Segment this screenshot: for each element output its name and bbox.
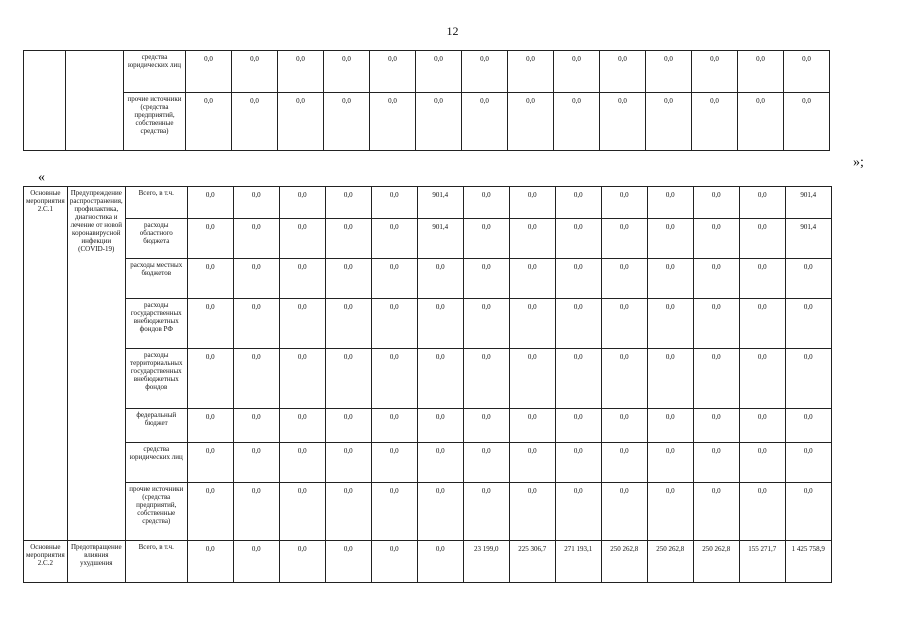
name-cell <box>66 51 124 151</box>
value-cell: 0,0 <box>371 541 417 583</box>
value-cell: 0,0 <box>233 443 279 483</box>
value-cell: 0,0 <box>325 409 371 443</box>
value-cell: 0,0 <box>463 443 509 483</box>
value-cell: 0,0 <box>647 483 693 541</box>
value-cell: 0,0 <box>278 93 324 151</box>
value-cell: 0,0 <box>739 259 785 299</box>
value-cell: 0,0 <box>555 409 601 443</box>
budget-table-new <box>23 186 832 583</box>
value-cell: 0,0 <box>784 93 830 151</box>
value-cell: 0,0 <box>186 51 232 93</box>
value-cell: 0,0 <box>693 299 739 349</box>
value-cell: 0,0 <box>647 299 693 349</box>
value-cell: 0,0 <box>187 259 233 299</box>
value-cell: 0,0 <box>739 443 785 483</box>
value-cell: 0,0 <box>509 443 555 483</box>
value-cell: 0,0 <box>278 51 324 93</box>
value-cell: 901,4 <box>785 219 831 259</box>
value-cell: 0,0 <box>739 219 785 259</box>
value-cell: 0,0 <box>416 93 462 151</box>
value-cell: 0,0 <box>601 259 647 299</box>
value-cell: 0,0 <box>555 483 601 541</box>
value-cell: 0,0 <box>554 51 600 93</box>
funding-source-cell: Всего, в т.ч. <box>125 541 187 583</box>
value-cell: 0,0 <box>371 483 417 541</box>
name-cell: Предотвращение влияния ухудшения <box>67 541 125 583</box>
value-cell: 0,0 <box>279 541 325 583</box>
value-cell: 0,0 <box>233 187 279 219</box>
value-cell: 0,0 <box>417 483 463 541</box>
value-cell: 0,0 <box>601 443 647 483</box>
value-cell: 0,0 <box>325 219 371 259</box>
value-cell: 0,0 <box>508 51 554 93</box>
value-cell: 0,0 <box>647 259 693 299</box>
value-cell: 0,0 <box>232 51 278 93</box>
status-cell <box>24 51 66 151</box>
value-cell: 0,0 <box>233 259 279 299</box>
value-cell: 0,0 <box>739 409 785 443</box>
value-cell: 0,0 <box>325 349 371 409</box>
value-cell: 0,0 <box>785 349 831 409</box>
value-cell: 0,0 <box>417 299 463 349</box>
value-cell: 0,0 <box>739 187 785 219</box>
value-cell: 0,0 <box>509 299 555 349</box>
value-cell: 0,0 <box>417 443 463 483</box>
value-cell: 0,0 <box>417 541 463 583</box>
value-cell: 0,0 <box>555 299 601 349</box>
value-cell: 0,0 <box>600 93 646 151</box>
value-cell: 0,0 <box>555 187 601 219</box>
funding-source-cell: средства юридических лиц <box>124 51 186 93</box>
table-row <box>24 443 832 483</box>
value-cell: 0,0 <box>232 93 278 151</box>
value-cell: 0,0 <box>371 299 417 349</box>
table-row <box>24 93 830 151</box>
value-cell: 0,0 <box>693 409 739 443</box>
value-cell: 0,0 <box>508 93 554 151</box>
value-cell: 0,0 <box>233 349 279 409</box>
value-cell: 0,0 <box>509 409 555 443</box>
value-cell: 0,0 <box>417 409 463 443</box>
value-cell: 0,0 <box>693 483 739 541</box>
value-cell: 0,0 <box>279 259 325 299</box>
value-cell: 0,0 <box>739 299 785 349</box>
value-cell: 0,0 <box>463 187 509 219</box>
funding-source-cell: средства юридических лиц <box>125 443 187 483</box>
table-row <box>24 219 832 259</box>
budget-table-continuation <box>23 50 830 151</box>
value-cell: 0,0 <box>785 483 831 541</box>
value-cell: 0,0 <box>601 483 647 541</box>
value-cell: 0,0 <box>279 299 325 349</box>
funding-source-cell: расходы территориальных государственных внебюджетных фондов <box>125 349 187 409</box>
value-cell: 0,0 <box>370 51 416 93</box>
value-cell: 0,0 <box>417 349 463 409</box>
value-cell: 0,0 <box>555 219 601 259</box>
value-cell: 250 262,8 <box>647 541 693 583</box>
value-cell: 0,0 <box>739 349 785 409</box>
funding-source-cell: расходы государственных внебюджетных фондов РФ <box>125 299 187 349</box>
table-row <box>24 187 832 219</box>
value-cell: 0,0 <box>463 483 509 541</box>
value-cell: 1 425 758,9 <box>785 541 831 583</box>
value-cell: 0,0 <box>692 51 738 93</box>
table-row <box>24 349 832 409</box>
status-cell: Основные мероприятия 2.С.1 <box>24 187 68 541</box>
table-row <box>24 259 832 299</box>
status-cell: Основные мероприятия 2.С.2 <box>24 541 68 583</box>
value-cell: 0,0 <box>325 187 371 219</box>
value-cell: 0,0 <box>509 187 555 219</box>
value-cell: 0,0 <box>324 51 370 93</box>
table-row <box>24 483 832 541</box>
value-cell: 0,0 <box>509 483 555 541</box>
value-cell: 0,0 <box>693 259 739 299</box>
value-cell: 0,0 <box>693 443 739 483</box>
value-cell: 0,0 <box>370 93 416 151</box>
value-cell: 0,0 <box>187 443 233 483</box>
value-cell: 0,0 <box>324 93 370 151</box>
value-cell: 0,0 <box>463 349 509 409</box>
funding-source-cell: прочие источники (средства предприятий, собственные средства) <box>125 483 187 541</box>
name-cell: Предупреждение распространения, профилактика, диагностика и лечение от новой коронавирусной инфекции (COVID-19) <box>67 187 125 541</box>
value-cell: 0,0 <box>601 219 647 259</box>
value-cell: 0,0 <box>233 299 279 349</box>
value-cell: 0,0 <box>279 409 325 443</box>
value-cell: 0,0 <box>509 349 555 409</box>
value-cell: 0,0 <box>601 299 647 349</box>
value-cell: 0,0 <box>554 93 600 151</box>
opening-quote: « <box>38 170 45 185</box>
value-cell: 0,0 <box>693 219 739 259</box>
value-cell: 0,0 <box>785 409 831 443</box>
value-cell: 271 193,1 <box>555 541 601 583</box>
value-cell: 0,0 <box>785 299 831 349</box>
value-cell: 0,0 <box>187 483 233 541</box>
value-cell: 250 262,8 <box>693 541 739 583</box>
value-cell: 155 271,7 <box>739 541 785 583</box>
value-cell: 0,0 <box>601 349 647 409</box>
value-cell: 0,0 <box>371 349 417 409</box>
value-cell: 0,0 <box>325 259 371 299</box>
value-cell: 0,0 <box>279 483 325 541</box>
value-cell: 0,0 <box>186 93 232 151</box>
value-cell: 0,0 <box>647 349 693 409</box>
value-cell: 0,0 <box>784 51 830 93</box>
value-cell: 225 306,7 <box>509 541 555 583</box>
value-cell: 0,0 <box>738 51 784 93</box>
value-cell: 250 262,8 <box>601 541 647 583</box>
closing-quote: »; <box>853 155 864 170</box>
value-cell: 0,0 <box>462 93 508 151</box>
value-cell: 0,0 <box>785 443 831 483</box>
value-cell: 0,0 <box>417 259 463 299</box>
value-cell: 0,0 <box>233 483 279 541</box>
value-cell: 0,0 <box>739 483 785 541</box>
value-cell: 0,0 <box>233 219 279 259</box>
value-cell: 0,0 <box>371 409 417 443</box>
value-cell: 0,0 <box>371 219 417 259</box>
value-cell: 23 199,0 <box>463 541 509 583</box>
value-cell: 0,0 <box>187 541 233 583</box>
value-cell: 0,0 <box>555 443 601 483</box>
value-cell: 0,0 <box>601 187 647 219</box>
value-cell: 0,0 <box>187 349 233 409</box>
value-cell: 901,4 <box>417 219 463 259</box>
value-cell: 0,0 <box>279 443 325 483</box>
page-number: 12 <box>446 24 459 38</box>
value-cell: 0,0 <box>325 443 371 483</box>
value-cell: 0,0 <box>279 349 325 409</box>
value-cell: 0,0 <box>693 187 739 219</box>
value-cell: 0,0 <box>325 483 371 541</box>
value-cell: 0,0 <box>647 187 693 219</box>
value-cell: 0,0 <box>462 51 508 93</box>
value-cell: 0,0 <box>325 299 371 349</box>
value-cell: 0,0 <box>646 93 692 151</box>
value-cell: 0,0 <box>416 51 462 93</box>
value-cell: 0,0 <box>187 219 233 259</box>
funding-source-cell: прочие источники (средства предприятий, собственные средства) <box>124 93 186 151</box>
value-cell: 901,4 <box>785 187 831 219</box>
value-cell: 0,0 <box>463 409 509 443</box>
funding-source-cell: расходы местных бюджетов <box>125 259 187 299</box>
funding-source-cell: расходы областного бюджета <box>125 219 187 259</box>
value-cell: 0,0 <box>371 443 417 483</box>
value-cell: 0,0 <box>325 541 371 583</box>
value-cell: 0,0 <box>463 259 509 299</box>
value-cell: 0,0 <box>509 219 555 259</box>
value-cell: 0,0 <box>371 187 417 219</box>
value-cell: 0,0 <box>647 443 693 483</box>
table-row <box>24 409 832 443</box>
value-cell: 0,0 <box>785 259 831 299</box>
table-row <box>24 541 832 583</box>
funding-source-cell: Всего, в т.ч. <box>125 187 187 219</box>
value-cell: 0,0 <box>738 93 784 151</box>
value-cell: 0,0 <box>463 219 509 259</box>
table-row <box>24 299 832 349</box>
value-cell: 0,0 <box>693 349 739 409</box>
value-cell: 0,0 <box>601 409 647 443</box>
value-cell: 0,0 <box>187 299 233 349</box>
value-cell: 0,0 <box>279 187 325 219</box>
value-cell: 0,0 <box>555 349 601 409</box>
value-cell: 0,0 <box>646 51 692 93</box>
value-cell: 0,0 <box>187 187 233 219</box>
value-cell: 0,0 <box>692 93 738 151</box>
value-cell: 0,0 <box>233 541 279 583</box>
value-cell: 0,0 <box>647 409 693 443</box>
value-cell: 0,0 <box>647 219 693 259</box>
value-cell: 0,0 <box>371 259 417 299</box>
value-cell: 901,4 <box>417 187 463 219</box>
value-cell: 0,0 <box>555 259 601 299</box>
value-cell: 0,0 <box>279 219 325 259</box>
value-cell: 0,0 <box>233 409 279 443</box>
table-row <box>24 51 830 93</box>
value-cell: 0,0 <box>463 299 509 349</box>
value-cell: 0,0 <box>187 409 233 443</box>
funding-source-cell: федеральный бюджет <box>125 409 187 443</box>
value-cell: 0,0 <box>509 259 555 299</box>
value-cell: 0,0 <box>600 51 646 93</box>
